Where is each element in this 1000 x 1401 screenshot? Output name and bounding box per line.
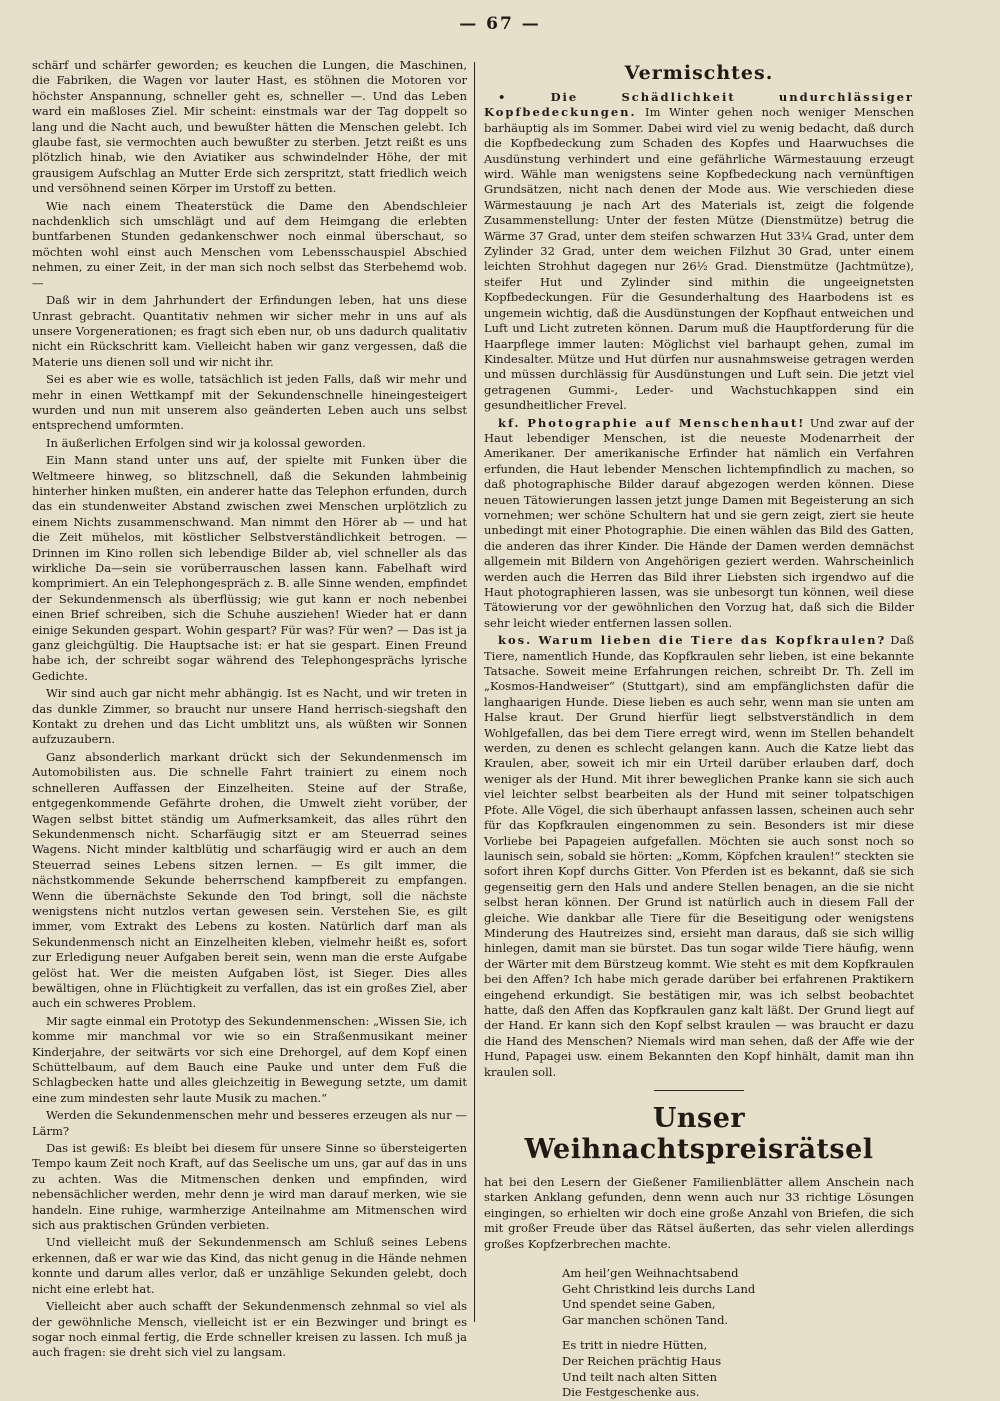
poem-line: Es tritt in niedre Hütten, (562, 1338, 708, 1353)
article-paragraph: Werden die Sekundenmenschen mehr und besseres erzeugen als nur — Lärm? (32, 1108, 467, 1138)
article-paragraph: Ganz absonderlich markant drückt sich der Sekundenmensch im Automobilisten aus. Die schnelle Fahrt trainiert zu einem noch schnelleren Auffassen der Einzelheiten. Steine auf der Straße, entgegenkommende Gefährte drohen, die Umwelt zieht vorüber, der Wagen selbst bittet ständig um Aufmerksamkeit, das alles rührt den Sekundenmensch nicht. Scharfäugig sitzt er am Steuerrad seines Wagens. Nicht minder kaltblütig und scharfäugig wird er auch an dem Steuerrad seines Lebens sitzen lernen. — Es gilt immer, die nächstkommende Sekunde beherrschend kampfbereit zu empfangen. Wenn die übernächste Sekunde den Tod bringt, soll die nächste wenigstens nicht nutzlos vertan gewesen sein. Verstehen Sie, es gilt immer, vom Extrakt des Lebens zu kosten. Natürlich darf man als Sekundenmensch nicht an Einzelheiten kleben, vielmehr heißt es, sofort zur Erledigung neuer Aufgaben bereit sein, wenn man die erste Aufgabe gelöst hat. Wer die meisten Aufgaben löst, ist Sieger. Dies alles bewältigen, ohne in Flüchtigkeit zu verfallen, das ist ein großes Ziel, aber auch ein schweres Problem. (32, 749, 467, 1011)
news-item-headline: kos. Warum lieben die Tiere das Kopfkraulen? (498, 633, 887, 648)
article-paragraph: Wir sind auch gar nicht mehr abhängig. Ist es Nacht, und wir treten in das dunkle Zimmer, so braucht nur unsere Hand herrisch-siegshaft den Kontakt zu drehen und das Licht umblitzt uns, als wüßten wir Sonnen aufzuzaubern. (32, 686, 467, 747)
article-paragraph: Vielleicht aber auch schafft der Sekundenmensch zehnmal so viel als der gewöhnliche Mensch, vielleicht ist er ein Bezwinger und bringt es sogar noch einmal fertig, die Erde schneller kreisen zu lassen. Ich muß ja auch fragen: sie dreht sich viel zu langsam. (32, 1299, 467, 1360)
article-paragraph: Wie nach einem Theaterstück die Dame den Abendschleier nachdenklich sich umschlägt und auf dem Heimgang die erlebten buntfarbenen Stunden gedankenschwer noch einmal überschaut, so möchten wohl einst auch Menschen vom Lebensschauspiel Abschied nehmen, zu einer Zeit, in der man sich noch selbst das Sterbehemd wob. — (32, 198, 467, 290)
article-paragraph: Sei es aber wie es wolle, tatsächlich ist jeden Falls, daß wir mehr und mehr in einen Wettkampf mit der Sekundenschnelle hineingesteigert wurden und nun mit unserem also geänderten Leben auch uns selbst entsprechend umformten. (32, 372, 467, 433)
poem-stanza (562, 1266, 914, 1328)
news-item-body: Daß Tiere, namentlich Hunde, das Kopfkraulen sehr lieben, ist eine bekannte Tatsache. Soweit meine Erfahrungen reichen, schreibt Dr. Th. Zell im „Kosmos-Handweiser“ (Stuttgart), sind am empfänglichsten dafür die langhaarigen Hunde. Diese lieben es auch sehr, wenn man sie unten am Halse kraut. Der Grund hierfür liegt selbstverständlich in dem Wohlgefallen, das bei dem Tiere erregt wird, wenn im Stellen behandelt werden, zu denen es schlecht gelangen kann. Auch die Katze liebt das Kraulen, aber, soweit ich mir ein Urteil darüber erlauben darf, doch weniger als der Hund. Mit ihrer beweglichen Pranke kann sie sich auch viel leichter selbst bearbeiten als der Hund mit seiner tolpatschigen Pfote. Alle Vögel, die sich überhaupt anfassen lassen, scheinen auch sehr für das Kopfkraulen eingenommen zu sein. Besonders ist mir diese Vorliebe bei Papageien aufgefallen. Möchten sie auch sonst noch so launisch sein, sobald sie hörten: „Komm, Köpfchen kraulen!“ steckten sie sofort ihren Kopf durchs Gitter. Von Pferden ist es bekannt, daß sie sich gegenseitig gern den Hals und andere Stellen benagen, an die sie nicht selbst heran können. Der Grund ist natürlich auch in diesem Fall der gleiche. Wie dankbar alle Tiere für die Beseitigung oder wenigstens Minderung des Hautreizes sind, ersieht man daraus, daß sie sich willig hinlegen, damit man sie bürstet. Das tun sogar wilde Tiere häufig, wenn der Wärter mit dem Bürstzeug kommt. Wie steht es mit dem Kopfkraulen bei den Affen? Ich habe mich gerade darüber bei erfahrenen Praktikern eingehend erkundigt. Sie bestätigen mir, was ich selbst beobachtet hatte, daß den Affen das Kopfkraulen ganz kalt läßt. Der Grund liegt auf der Hand. Er kann sich den Kopf selbst kraulen — was braucht er dazu die Hand des Menschen? Niemals wird man sehen, daß der Affe wie der Hund, Papagei usw. einem Bekannten den Kopf hinhält, damit man ihn kraulen soll. (484, 633, 915, 1079)
page-number: — 67 — (459, 14, 541, 34)
puzzle-text: hat bei den Lesern der Gießener Familienblätter allem Anschein nach starken Anklang gefunden, denn wenn auch nur 33 richtige Lösungen eingingen, so erhielten wir doch eine große Anzahl von Briefen, die sich mit großer Freude über das Rätsel äußerten, das sehr vielen allerdings großes Kopfzerbrechen machte. (484, 1175, 914, 1251)
left-column (32, 58, 467, 1360)
news-item-headline: kf. Photographie auf Menschenhaut! (498, 415, 806, 430)
section-title: Vermischtes. (624, 62, 774, 84)
article-paragraph: Ein Mann stand unter uns auf, der spielte mit Funken über die Weltmeere hinweg, so blitzschnell, daß die Sekunden lahmbeinig hinterher hinken mußten, ein anderer hatte das Telephon erfunden, durch das ein stundenweiter Abstand zwischen zwei Menschen urplötzlich zu einem Nichts zusammenschwand. Man nimmt den Hörer ab — und hat die Zeit mühelos, mit köstlicher Selbstverständlichkeit betrogen. — Drinnen im Kino rollen sich lebendige Bilder ab, viel schneller als das wirkliche Da—sein sie vorüberrauschen lassen kann. Fabelhaft wird komprimiert. An ein Telephongespräch z. B. alle Sinne wenden, empfindet der Sekundenmensch als überflüssig; wie gut kann er noch nebenbei einen Brief schreiben, sich die Schuhe ausziehen! Wieder hat er dann einige Sekunden gespart. Wohin gespart? Für was? Für wen? — Das ist ja ganz gleichgültig. Die Hauptsache ist: er hat sie gespart. Einen Freund habe ich, der schreibt sogar während des Telephongesprächs lyrische Gedichte. (32, 453, 467, 683)
miscellany-items (484, 90, 914, 1080)
news-item-headline: • Die Schädlichkeit undurchlässiger Kopfbedeckungen. (484, 90, 914, 120)
poem-line: Der Reichen prächtig Haus (562, 1354, 722, 1368)
puzzle-title: Unser Weihnachtspreisrätsel (524, 1103, 874, 1165)
article-paragraph: Das ist gewiß: Es bleibt bei diesem für unsere Sinne so übersteigerten Tempo kaum Zeit noch Kraft, auf das Seelische um uns, gar auf das in uns zu achten. Was die Mitmenschen denken und empfinden, wird nebensächlicher werden, mehr denn je wird man darauf merken, wie sie handeln. Eine ruhige, warmherzige Anteilnahme am Mitmenschen wird sich aus praktischen Gründen verbieten. (32, 1141, 467, 1233)
article-paragraph: schärf und schärfer geworden; es keuchen die Lungen, die Maschinen, die Fabriken, die Wagen vor lauter Hast, es stöhnen die Motoren vor höchster Anspannung, schneller geht es, schneller —. Und das Leben ward ein maßloses Ziel. Mir scheint: einstmals war der Tag doppelt so lang und die Nacht auch, und bewußter hätten die Menschen gelebt. Ich glaube fast, sie vermochten auch bewußter zu sterben. Jetzt reißt es uns plötzlich hinab, wie den Aviatiker aus schwindelnder Höhe, der mit grausigem Aufschlag an Mutter Erde sich zerspritzt, statt friedlich weich und versöhnend seinen Körper im Urstoff zu betten. (32, 58, 467, 196)
poem-line: Und teilt nach alten Sitten (562, 1369, 717, 1384)
news-item (484, 416, 914, 632)
poem-line: Die Festgeschenke aus. (562, 1385, 700, 1400)
article-paragraph: Daß wir in dem Jahrhundert der Erfindungen leben, hat uns diese Unrast gebracht. Quantitativ nehmen wir sicher mehr in uns auf als unsere Vorgenerationen; es fragt sich eben nur, ob uns dadurch qualitativ nicht ein Rückschritt kam. Vielleicht haben wir ganz vergessen, daß die Materie uns dienen soll und wir nicht ihr. (32, 293, 467, 369)
news-item (484, 633, 914, 1080)
poem-stanza (562, 1338, 914, 1400)
poem-line: Und spendet seine Gaben, (562, 1297, 716, 1312)
news-item-body: Und zwar auf der Haut lebendiger Menschen, ist die neueste Modenarrheit der Amerikaner. Der amerikanische Erfinder hat nämlich ein Verfahren erfunden, die Haut lebender Menschen lichtempfindlich zu machen, so daß photographische Bilder darauf abgezogen werden können. Diese neuen Tätowierungen lassen jetzt junge Damen mit Begeisterung an sich vornehmen; wer schöne Schultern hat und sie gern zeigt, ziert sie heute unbedingt mit einer Photographie. Die einen wählen das Bild des Gatten, die anderen das ihrer Kinder. Die Hände der Damen werden demnächst allgemein mit Bildern von Angehörigen geziert werden. Wahrscheinlich werden auch die Herren das Bild ihrer Liebsten sich irgendwo auf die Haut photographieren lassen, was sie unbesorgt tun können, weil diese Tätowierung vor der gewöhnlichen den Vorzug hat, daß sich die Bilder sehr leicht wieder entfernen lassen sollen. (484, 415, 915, 630)
article-paragraph: In äußerlichen Erfolgen sind wir ja kolossal geworden. (46, 435, 366, 450)
poem-line: Gar manchen schönen Tand. (562, 1312, 729, 1327)
right-column (484, 58, 915, 1400)
poem-line: Am heil’gen Weihnachtsabend (562, 1266, 739, 1281)
poem-line: Geht Christkind leis durchs Land (562, 1281, 756, 1296)
news-item-body: Im Winter gehen noch weniger Menschen barhäuptig als im Sommer. Dabei wird viel zu wenig bedacht, daß durch die Kopfbedeckung zum Schaden des Kopfes und Haarwuchses die Ausdünstung verhindert und eine gefährliche Wärmestauung erzeugt wird. Wähle man wenigstens seine Kopfbedeckung nach vernünftigen Grundsätzen, nicht nach denen der Mode aus. Wie verschieden diese Wärmestauung je nach Art des Materials ist, zeigt die folgende Zusammenstellung: Unter der festen Mütze (Dienstmütze) betrug die Wärme 37 Grad, unter dem steifen schwarzen Hut 33¼ Grad, unter dem Zylinder 32 Grad, unter dem weichen Filzhut 30 Grad, unter einem leichten Strohhut dagegen nur 26½ Grad. Dienstmütze (Jachtmütze), steifer Hut und Zylinder sind mithin die ungeeignetsten Kopfbedeckungen. Für die Gesunderhaltung des Haarbodens ist es ungemein wichtig, daß die Ausdünstungen der Kopfhaut entweichen und Luft und Licht zutreten können. Darum muß die Hauptforderung für die Haarpflege immer lauten: Möglichst viel barhaupt gehen, zumal im Kindesalter. Mütze und Hut dürfen nur ausnahmsweise getragen werden und müssen durchlässig für Ausdünstungen und Luft sein. Die jetzt viel getragenen Gummi-, Leder- und Wachstuchkappen sind ein gesundheitlicher Frevel. (484, 105, 914, 413)
article-paragraph: Mir sagte einmal ein Prototyp des Sekundenmenschen: „Wissen Sie, ich komme mir manchmal vor wie so ein Straßenmusikant meiner Kinderjahre, der seitwärts vor sich eine Drehorgel, auf dem Kopf einen Schüttelbaum, auf dem Bauch eine Pauke und unter dem Fuß die Schlagbecken hatte und alles gleichzeitig in Bewegung setzte, um damit eine zum mindesten sehr laute Musik zu machen.“ (32, 1013, 467, 1105)
left-article (32, 58, 467, 1361)
christmas-poem (562, 1266, 914, 1401)
news-item (484, 90, 914, 414)
article-paragraph: Und vielleicht muß der Sekundenmensch am Schluß seines Lebens erkennen, daß er war wie das Kind, das nicht genug in die Hände nehmen konnte und darum alles verlor, daß er unzählige Sekunden gelebt, doch nicht eine erlebt hat. (32, 1235, 467, 1296)
column-divider (474, 62, 475, 1322)
section-divider (654, 1090, 744, 1091)
